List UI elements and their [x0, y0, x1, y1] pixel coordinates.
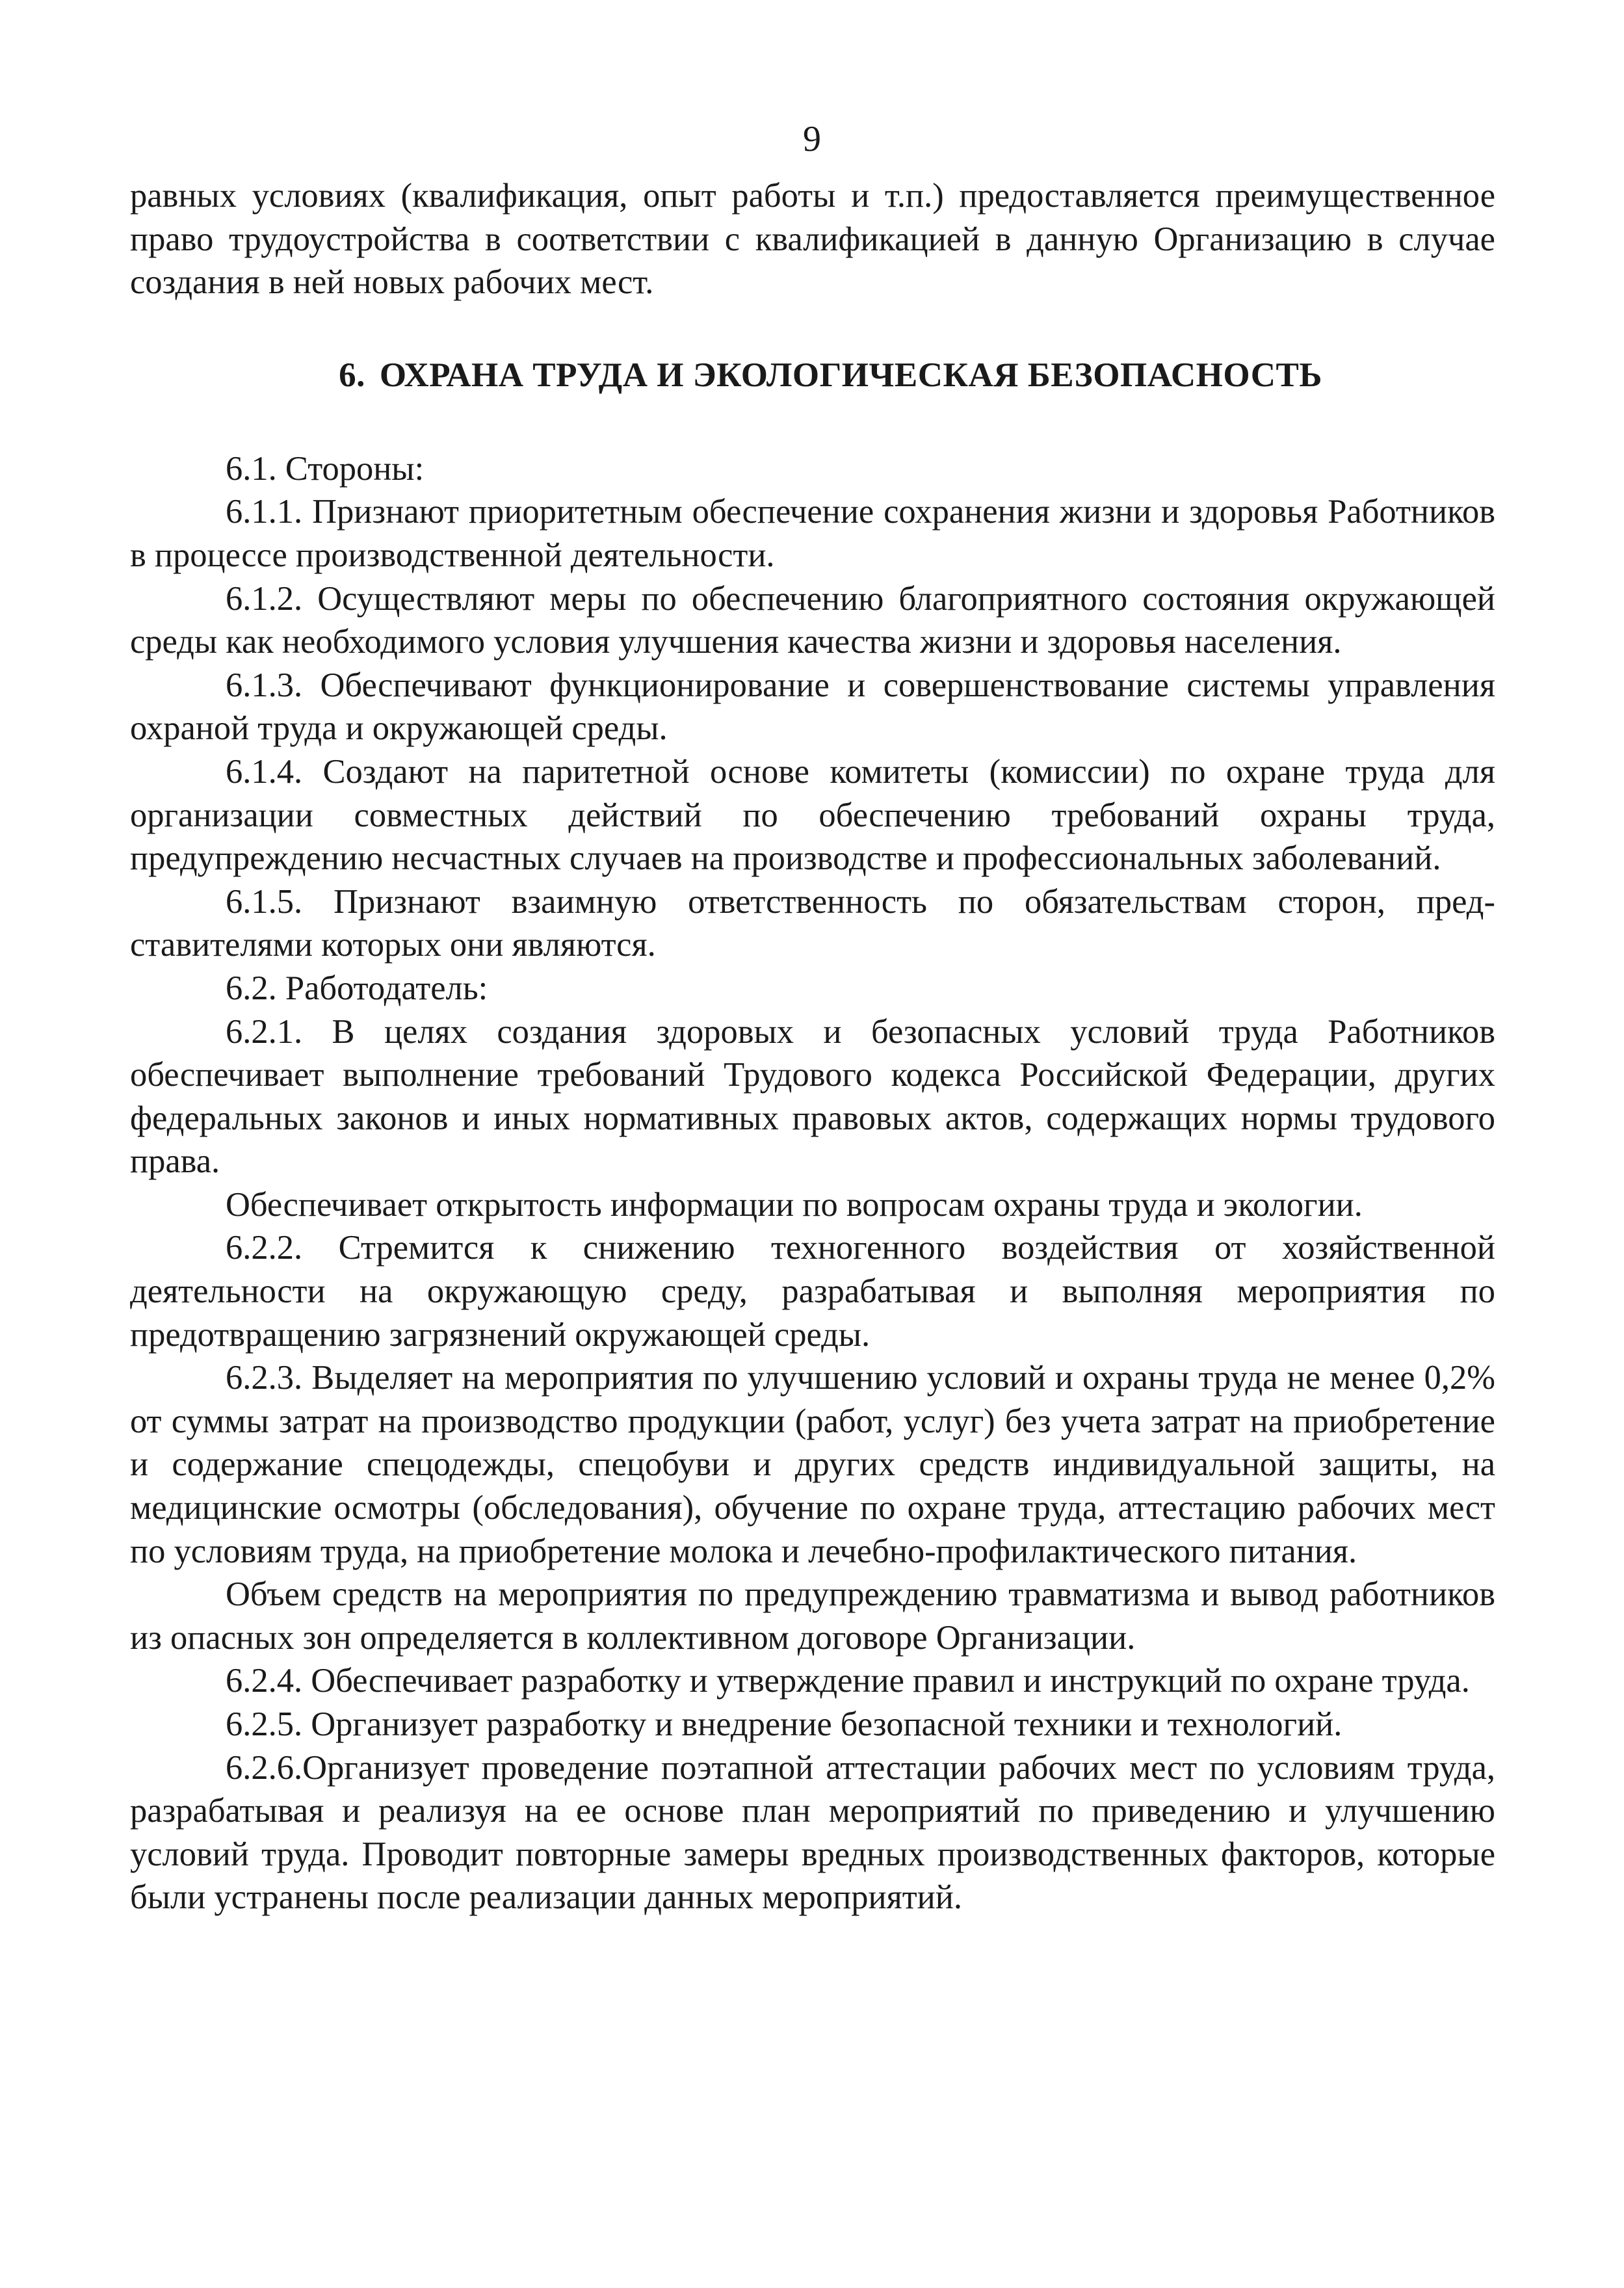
section-title: ОХРАНА ТРУДА И ЭКОЛОГИЧЕСКАЯ БЕЗОПАСНОСТЬ: [379, 356, 1322, 395]
paragraph-6-2-4: 6.2.4. Обеспечивает разработку и утверждение правил и инструкций по охране труда.: [226, 1662, 1470, 1700]
paragraph-information-openness: Обеспечивает открытость информации по вопросам охраны труда и экологии.: [226, 1185, 1363, 1224]
paragraph-6-2-5: 6.2.5. Организует разработку и внедрение безопасной техники и технологий.: [226, 1705, 1342, 1743]
paragraph-6-2-3: 6.2.3. Выделяет на мероприятия по улучшению условий и охраны труда не менее 0,2% от суммы затрат на производство продукции (работ, услуг) без учета затрат на приобретение и содержание спецодежды, спецобуви и других средств индивидуальной защиты, на медицинские осмотры (обследования), обучение по охране труда, аттестацию рабочих мест по условиям труда, на приобретение молока и лечебно-профилактического питания.: [130, 1359, 1495, 1570]
paragraph-6-1-5: 6.1.5. Признают взаимную ответственность по обязательствам сторон, представителями которых они являются.: [130, 882, 1495, 964]
paragraph-injury-prevention-funds: Объем средств на мероприятия по предупреждению травматизма и вывод работников из опасных зон определяется в коллективном договоре Организации.: [130, 1575, 1495, 1657]
paragraph-6-1-2: 6.1.2. Осуществляют меры по обеспечению благоприятного состояния окружающей среды как необходимого условия улучшения качества жизни и здоровья населения.: [130, 579, 1495, 661]
intro-paragraph: равных условиях (квалификация, опыт работы и т.п.) предоставляется преимущественное право трудоустройства в соответствии с квалификацией в данную Организацию в случае создания в ней новых рабочих мест.: [130, 177, 1495, 302]
paragraph-6-2-1: 6.2.1. В целях создания здоровых и безопасных условий труда Работников обеспечивает выполнение требований Трудового кодекса Российской Федерации, других федеральных законов и иных нормативных правовых актов, содержащих нормы трудового права.: [130, 1012, 1495, 1181]
page-number: 9: [803, 119, 821, 159]
section-number: 6.: [339, 356, 365, 395]
paragraph-6-2-2: 6.2.2. Стремится к снижению техногенного воздействия от хозяйственной деятельности на окружающую среду, разрабатывая и выполняя мероприятия по предотвращению загрязнений окружающей среды.: [130, 1229, 1495, 1354]
paragraph-6-1-3: 6.1.3. Обеспечивают функционирование и совершенствование системы управления охраной труда и окружающей среды.: [130, 666, 1495, 748]
paragraph-6-2: 6.2. Работодатель:: [226, 969, 488, 1007]
section-heading: [130, 304, 1495, 447]
paragraph-6-2-6: 6.2.6.Организует проведение поэтапной аттестации рабочих мест по условиям труда, разрабатывая и реализуя на ее основе план мероприятий по приведению и улучшению условий труда. Проводит повторные замеры вредных производственных факторов, которые были устранены после реализации данных мероприятий.: [130, 1748, 1495, 1917]
paragraph-6-1: 6.1. Стороны:: [226, 449, 425, 488]
paragraph-6-1-1: 6.1.1. Признают приоритетным обеспечение сохранения жизни и здоровья Работников в процессе производственной деятельности.: [130, 493, 1495, 574]
document-body: [130, 174, 1495, 1919]
paragraph-6-1-4: 6.1.4. Создают на паритетной основе комитеты (комиссии) по охране труда для организации совместных действий по обеспечению требований охраны труда, предупреждению несчастных случаев на производстве и профессиональных заболеваний.: [130, 752, 1495, 878]
